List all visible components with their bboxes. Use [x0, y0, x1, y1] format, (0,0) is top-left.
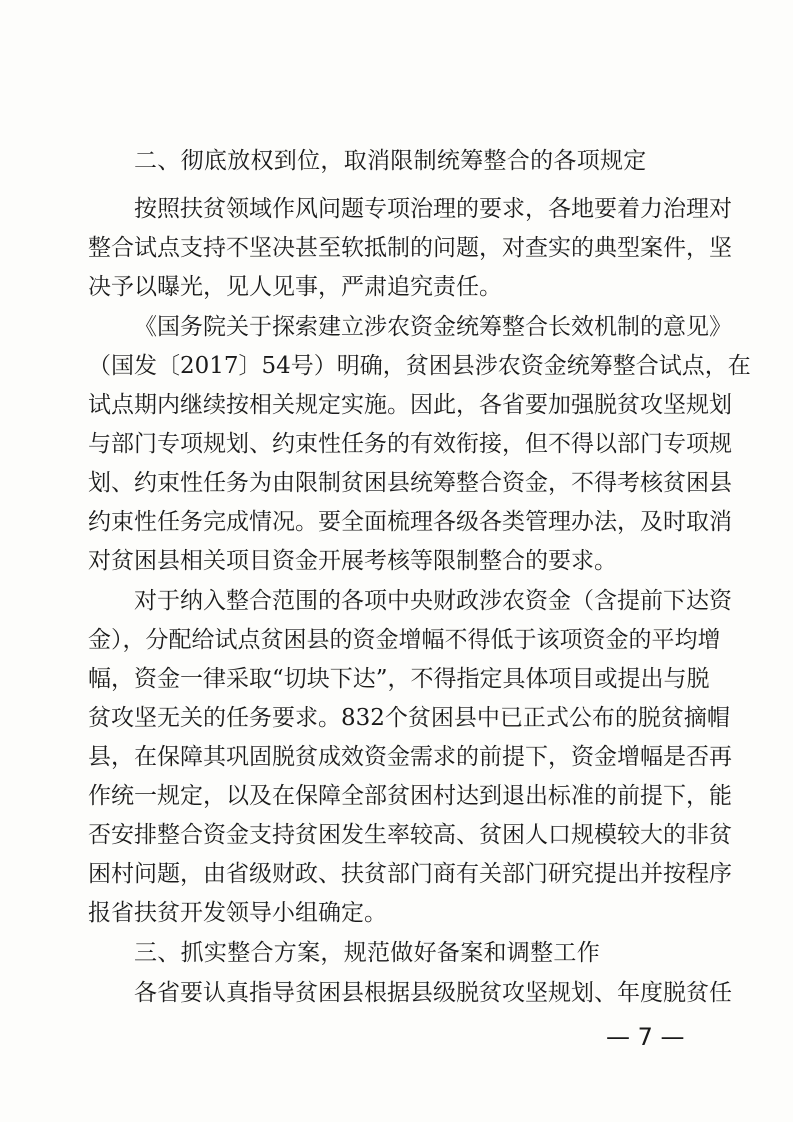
paragraph-line: 对于纳入整合范围的各项中央财政涉农资金（含提前下达资	[134, 588, 732, 614]
paragraph-line: 否安排整合资金支持贫困发生率较高、贫困人口规模较大的非贫	[88, 822, 732, 848]
paragraph-line: 作统一规定，以及在保障全部贫困村达到退出标准的前提下，能	[88, 783, 732, 809]
page-number: — 7 —	[606, 1023, 685, 1051]
paragraph-line: 与部门专项规划、约束性任务的有效衔接，但不得以部门专项规	[88, 431, 732, 457]
paragraph-line: （国发〔2017〕54号）明确，贫困县涉农资金统筹整合试点，在	[88, 353, 751, 379]
paragraph-line: 报省扶贫开发领导小组确定。	[88, 900, 387, 926]
paragraph-line: 对贫困县相关项目资金开展考核等限制整合的要求。	[88, 548, 617, 574]
paragraph-line: 各省要认真指导贫困县根据县级脱贫攻坚规划、年度脱贫任	[134, 980, 732, 1006]
paragraph-line: 按照扶贫领域作风问题专项治理的要求，各地要着力治理对	[134, 196, 732, 222]
paragraph-line: 决予以曝光，见人见事，严肃追究责任。	[88, 274, 502, 300]
paragraph-line: 整合试点支持不坚决甚至软抵制的问题，对查实的典型案件，坚	[88, 235, 732, 261]
paragraph-line: 《国务院关于探索建立涉农资金统筹整合长效机制的意见》	[134, 314, 732, 340]
paragraph-line: 幅，资金一律采取“切块下达”，不得指定具体项目或提出与脱	[88, 666, 710, 692]
section-heading: 二、彻底放权到位，取消限制统筹整合的各项规定	[134, 148, 647, 174]
section-heading: 三、抓实整合方案，规范做好备案和调整工作	[134, 940, 600, 966]
paragraph-line: 困村问题，由省级财政、扶贫部门商有关部门研究提出并按程序	[88, 861, 732, 887]
paragraph-line: 约束性任务完成情况。要全面梳理各级各类管理办法，及时取消	[88, 509, 732, 535]
paragraph-line: 金），分配给试点贫困县的资金增幅不得低于该项资金的平均增	[88, 627, 721, 653]
paragraph-line: 贫攻坚无关的任务要求。832个贫困县中已正式公布的脱贫摘帽	[88, 705, 730, 731]
paragraph-line: 试点期内继续按相关规定实施。因此，各省要加强脱贫攻坚规划	[88, 392, 732, 418]
paragraph-line: 县，在保障其巩固脱贫成效资金需求的前提下，资金增幅是否再	[88, 744, 732, 770]
paragraph-line: 划、约束性任务为由限制贫困县统筹整合资金，不得考核贫困县	[88, 470, 732, 496]
